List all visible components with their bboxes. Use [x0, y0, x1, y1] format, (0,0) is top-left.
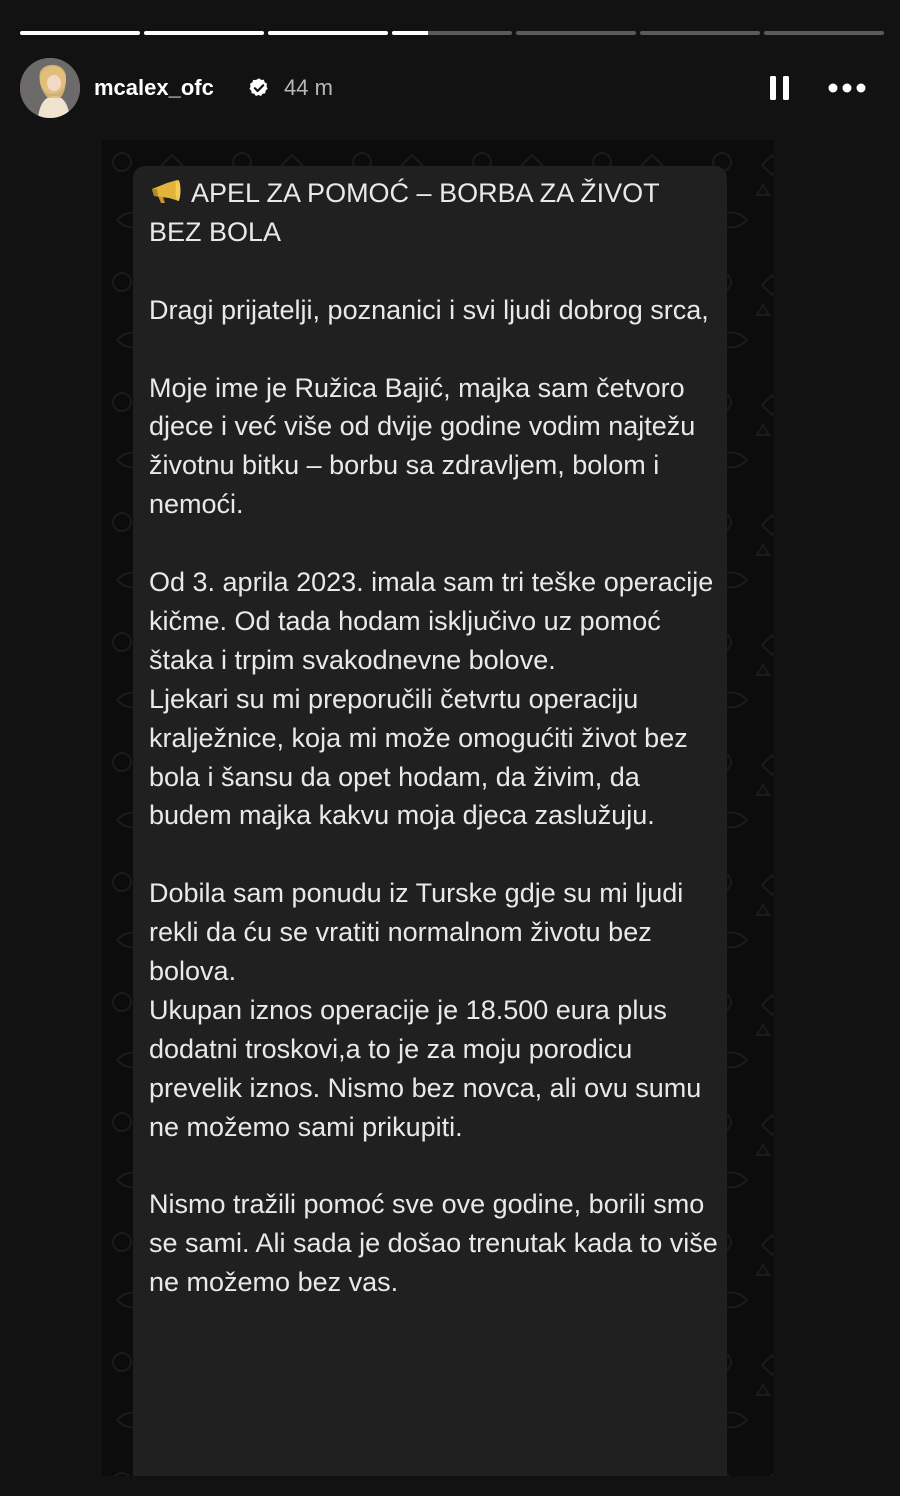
story-progress-bar: [20, 31, 884, 35]
more-options-icon[interactable]: [825, 74, 869, 102]
progress-segment-1: [20, 31, 140, 35]
progress-segment-6: [640, 31, 760, 35]
message-title: [149, 174, 719, 252]
story-header: [20, 58, 884, 118]
message-paragraph-3a: Od 3. aprila 2023. imala sam tri teške operacije kičme. Od tada hodam isključivo uz pomoć štaka i trpim svakodnevne bolove.: [149, 567, 714, 675]
message-paragraph-3b: Ljekari su mi preporučili četvrtu operaciju kralježnice, koja mi može omogućiti život bez bola i šansu da opet hodam, da živim, da budem majka kakvu moja djeca zaslužuju.: [149, 683, 688, 831]
message-text: [149, 174, 719, 1302]
pause-icon[interactable]: [766, 74, 794, 102]
avatar[interactable]: [20, 58, 80, 118]
progress-segment-3: [268, 31, 388, 35]
story-image: [102, 140, 774, 1476]
progress-segment-4: [392, 31, 512, 35]
megaphone-icon: [149, 179, 183, 205]
chat-message-bubble: [133, 166, 727, 1476]
message-paragraph-4b: Ukupan iznos operacije je 18.500 eura plus dodatni troskovi,a to je za moju porodicu prevelik iznos. Nismo bez novca, ali ovu sumu ne možemo sami prikupiti.: [149, 994, 702, 1142]
message-paragraph-2: Moje ime je Ružica Bajić, majka sam četvoro djece i već više od dvije godine vodim najtežu životnu bitku – borbu sa zdravljem, bolom i nemoći.: [149, 372, 696, 520]
story-timestamp: 44 m: [284, 75, 333, 100]
verified-badge-icon: [248, 77, 270, 99]
message-title-text: APEL ZA POMOĆ – BORBA ZA ŽIVOT BEZ BOLA: [149, 178, 660, 247]
message-paragraph-5: Nismo tražili pomoć sve ove godine, borili smo se sami. Ali sada je došao trenutak kada to više ne možemo bez vas.: [149, 1189, 718, 1298]
progress-segment-5: [516, 31, 636, 35]
message-paragraph-4a: Dobila sam ponudu iz Turske gdje su mi ljudi rekli da ću se vratiti normalnom životu bez bolova.: [149, 878, 684, 987]
progress-segment-2: [144, 31, 264, 35]
progress-segment-7: [764, 31, 884, 35]
username[interactable]: mcalex_ofc: [94, 75, 214, 100]
message-paragraph-1: Dragi prijatelji, poznanici i svi ljudi dobrog srca,: [149, 294, 709, 325]
